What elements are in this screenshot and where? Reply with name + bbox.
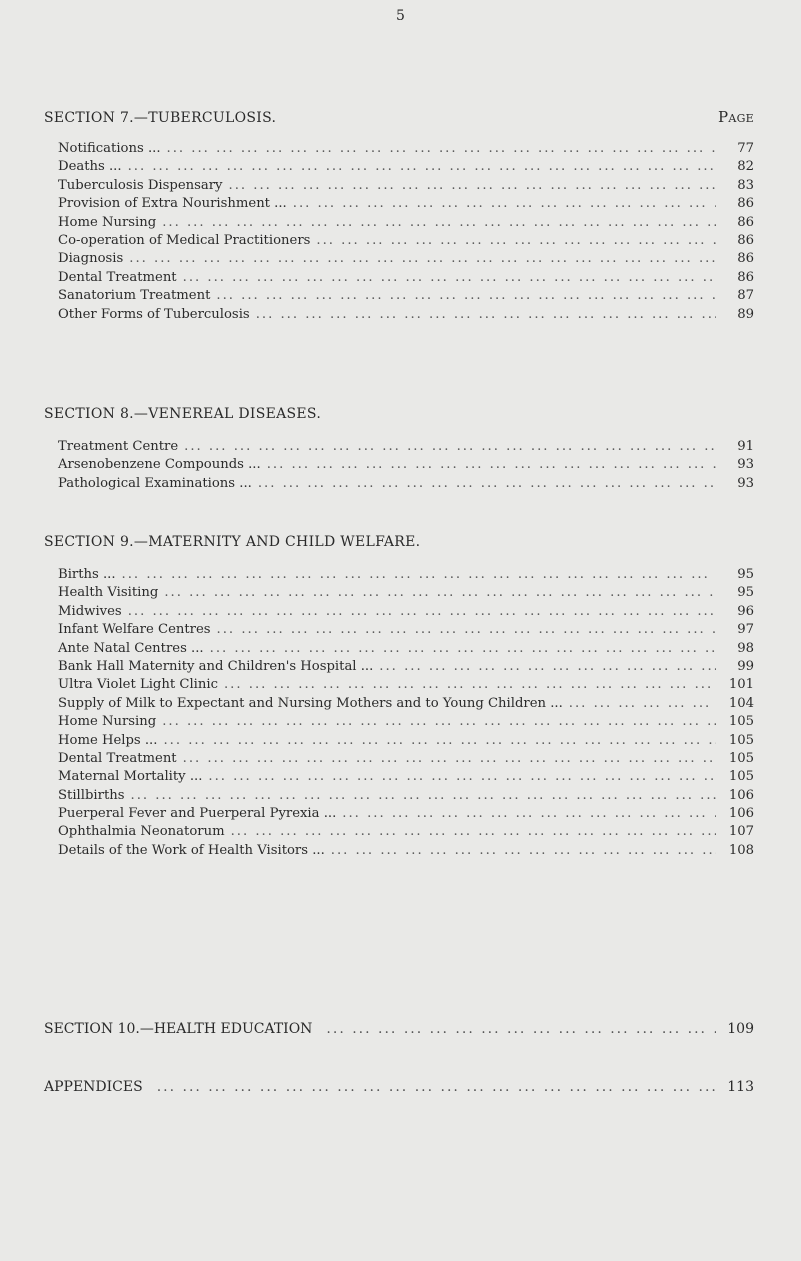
dot-leader	[122, 566, 716, 584]
entry-page-number: 106	[728, 806, 754, 822]
section-appendices	[44, 1079, 754, 1101]
entry-title: Ante Natal Centres ...	[58, 640, 204, 656]
entry-title: Home Nursing	[58, 714, 157, 730]
entry-page-number: 104	[728, 695, 754, 711]
entry-title: Health Visiting	[58, 585, 159, 601]
entry-title: Ultra Violet Light Clinic	[58, 677, 218, 693]
dot-leader	[183, 269, 716, 287]
dot-leader	[167, 140, 716, 158]
dot-leader	[210, 640, 716, 658]
entry-page-number: 113	[727, 1079, 754, 1095]
entry-page-number: 105	[728, 769, 754, 785]
dot-leader	[569, 695, 716, 713]
dot-leader	[184, 438, 716, 456]
entry-page-number: 107	[728, 824, 754, 840]
entry-page-number: 95	[737, 567, 754, 582]
dot-leader	[229, 177, 716, 195]
toc-entry[interactable]	[58, 695, 754, 713]
entry-page-number: 101	[728, 677, 754, 693]
entry-title: Supply of Milk to Expectant and Nursing Mothers and to Young Children ...	[58, 695, 563, 711]
toc-entry[interactable]	[58, 713, 754, 731]
entry-title: Other Forms of Tuberculosis	[58, 306, 250, 322]
dot-leader	[217, 621, 716, 639]
entry-title: Maternal Mortality ...	[58, 769, 203, 785]
entry-title: Home Nursing	[58, 214, 157, 230]
entry-page-number: 95	[737, 585, 754, 601]
dot-leader	[163, 732, 716, 750]
dot-leader	[256, 306, 716, 324]
entry-page-number: 105	[728, 714, 754, 730]
section-title: SECTION 9.—MATERNITY AND CHILD WELFARE.	[44, 534, 421, 550]
entry-page-number: 83	[737, 177, 754, 193]
entry-page-number: 86	[737, 251, 754, 267]
entry-title: Dental Treatment	[58, 750, 177, 766]
entry-page-number: 82	[737, 159, 754, 175]
entry-page-number: 106	[728, 787, 754, 803]
toc-entry[interactable]	[44, 1021, 754, 1043]
entry-page-number: 86	[737, 196, 754, 212]
entry-page-number: 87	[737, 288, 754, 304]
entry-page-number: 86	[737, 214, 754, 230]
entry-title: Treatment Centre	[58, 439, 179, 454]
toc-entry[interactable]	[58, 287, 754, 305]
dot-leader	[208, 768, 716, 786]
section-title: SECTION 7.—TUBERCULOSIS.	[44, 110, 277, 126]
toc-entry[interactable]	[58, 621, 754, 639]
toc-entry[interactable]	[58, 195, 754, 213]
toc-entry[interactable]	[58, 566, 754, 584]
dot-leader	[157, 1079, 716, 1095]
toc-entry[interactable]	[58, 456, 754, 474]
entry-title: Details of the Work of Health Visitors ...	[58, 842, 325, 858]
entry-page-number: 89	[737, 306, 754, 322]
dot-leader	[164, 584, 716, 602]
entry-page-number: 108	[728, 842, 754, 858]
entry-page-number: 98	[737, 640, 754, 656]
entry-title: Births ...	[58, 567, 116, 582]
section-header	[44, 406, 754, 428]
toc-entry[interactable]	[58, 768, 754, 786]
dot-leader	[326, 1021, 716, 1037]
toc-entry[interactable]	[58, 640, 754, 658]
dot-leader	[128, 158, 716, 176]
dot-leader	[129, 250, 716, 268]
entry-page-number: 109	[727, 1021, 754, 1037]
entry-title: Dental Treatment	[58, 269, 177, 285]
toc-entry[interactable]	[58, 438, 754, 456]
dot-leader	[331, 842, 716, 860]
section-health-education	[44, 1021, 754, 1043]
entry-page-number: 96	[737, 603, 754, 619]
dot-leader	[216, 287, 716, 305]
toc-entry[interactable]	[44, 1079, 754, 1101]
toc-entry[interactable]	[58, 140, 754, 158]
toc-entry[interactable]	[58, 823, 754, 841]
entry-page-number: 97	[737, 622, 754, 638]
entry-title: Infant Welfare Centres	[58, 622, 211, 638]
entry-page-number: 77	[737, 141, 754, 156]
toc-entry[interactable]	[58, 603, 754, 621]
section-maternity-child-welfare	[44, 534, 754, 860]
entry-list	[58, 566, 754, 860]
section-title: SECTION 10.—HEALTH EDUCATION	[44, 1021, 313, 1037]
entry-title: Notifications ...	[58, 141, 161, 156]
entry-page-number: 93	[737, 475, 754, 491]
toc-entry[interactable]	[58, 475, 754, 493]
entry-page-number: 105	[728, 750, 754, 766]
dot-leader	[162, 214, 716, 232]
dot-leader	[224, 676, 716, 694]
toc-entry[interactable]	[58, 658, 754, 676]
dot-leader	[183, 750, 716, 768]
dot-leader	[128, 603, 716, 621]
toc-entry[interactable]	[58, 805, 754, 823]
toc-entry[interactable]	[58, 232, 754, 250]
entry-title: Co-operation of Medical Practitioners	[58, 232, 311, 248]
toc-entry[interactable]	[58, 158, 754, 176]
section-header	[44, 108, 754, 130]
entry-title: Sanatorium Treatment	[58, 288, 211, 304]
dot-leader	[316, 232, 716, 250]
toc-entry[interactable]	[58, 214, 754, 232]
entry-list	[58, 140, 754, 324]
section-venereal-diseases	[44, 406, 754, 493]
page-number: 5	[396, 8, 405, 24]
entry-page-number: 86	[737, 232, 754, 248]
toc-entry[interactable]	[58, 842, 754, 860]
entry-list	[58, 438, 754, 493]
dot-leader	[342, 805, 716, 823]
entry-title: Midwives	[58, 603, 122, 619]
entry-page-number: 93	[737, 457, 754, 473]
dot-leader	[131, 787, 716, 805]
toc-entry[interactable]	[58, 750, 754, 768]
toc-entry[interactable]	[58, 250, 754, 268]
toc-entry[interactable]	[58, 177, 754, 195]
section-tuberculosis	[44, 108, 754, 324]
entry-title: Stillbirths	[58, 787, 125, 803]
entry-title: Arsenobenzene Compounds ...	[58, 457, 261, 473]
entry-title: Tuberculosis Dispensary	[58, 177, 223, 193]
toc-entry[interactable]	[58, 269, 754, 287]
entry-page-number: 91	[737, 439, 754, 454]
entry-title: Diagnosis	[58, 251, 124, 267]
toc-entry[interactable]	[58, 787, 754, 805]
dot-leader	[231, 823, 716, 841]
dot-leader	[379, 658, 716, 676]
entry-title: Deaths ...	[58, 159, 122, 175]
entry-title: Provision of Extra Nourishment ...	[58, 196, 287, 212]
toc-entry[interactable]	[58, 732, 754, 750]
dot-leader	[293, 195, 716, 213]
entry-title: Pathological Examinations ...	[58, 475, 252, 491]
entry-title: Ophthalmia Neonatorum	[58, 824, 225, 840]
toc-entry[interactable]	[58, 584, 754, 602]
entry-title: Puerperal Fever and Puerperal Pyrexia ...	[58, 806, 337, 822]
entry-title: Home Helps ...	[58, 732, 158, 748]
page-column-label: Page	[717, 108, 754, 126]
section-title: APPENDICES	[44, 1079, 143, 1095]
section-title: SECTION 8.—VENEREAL DISEASES.	[44, 406, 322, 422]
toc-entry[interactable]	[58, 306, 754, 324]
dot-leader	[258, 475, 716, 493]
entry-page-number: 105	[728, 732, 754, 748]
dot-leader	[267, 456, 716, 474]
entry-page-number: 99	[737, 658, 754, 674]
section-header	[44, 534, 754, 556]
dot-leader	[162, 713, 716, 731]
toc-entry[interactable]	[58, 676, 754, 694]
entry-page-number: 86	[737, 269, 754, 285]
entry-title: Bank Hall Maternity and Children's Hospital ...	[58, 658, 374, 674]
